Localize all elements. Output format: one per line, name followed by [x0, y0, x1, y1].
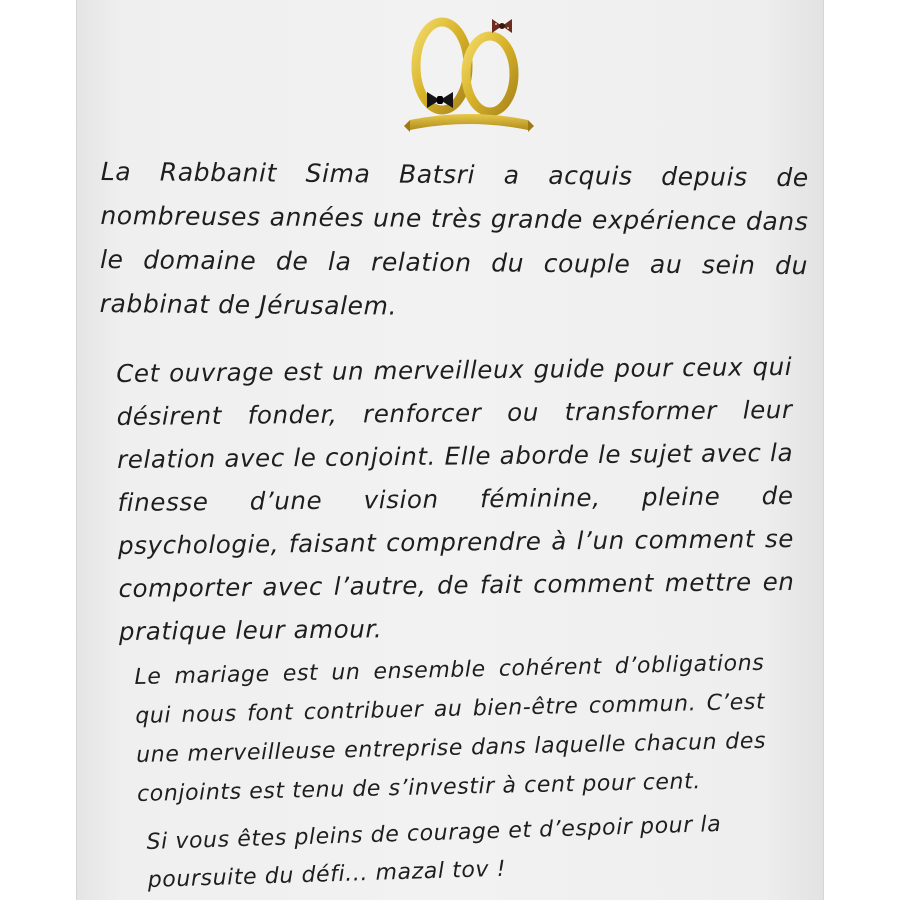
wedding-rings-icon: [404, 8, 534, 144]
book-back-cover: [76, 0, 824, 900]
paragraph-book: Cet ouvrage est un merveilleux guide pour ceux qui désirent fonder, renforcer ou transformer leur relation avec le conjoint. Elle aborde le sujet avec la finesse d’une vision féminine, pleine de psychologie, faisant comprendre à l’un comment se comporter avec l’autre, de fait comment mettre en pratique leur amour.: [116, 351, 795, 646]
paragraph-closing: Si vous êtes pleins de courage et d’espoir pour la poursuite du défi... mazal tov !: [146, 811, 722, 893]
paragraph-marriage: Le mariage est un ensemble cohérent d’obligations qui nous font contribuer au bien-être commun. C’est une merveilleuse entreprise dans laquelle chacun des conjoints est tenu de s’investir à cent pour cent.: [134, 650, 767, 807]
paragraph-author: La Rabbanit Sima Batsri a acquis depuis de nombreuses années une très grande expérience dans le domaine de la relation du couple au sein du rabbinat de Jérusalem.: [99, 156, 809, 321]
